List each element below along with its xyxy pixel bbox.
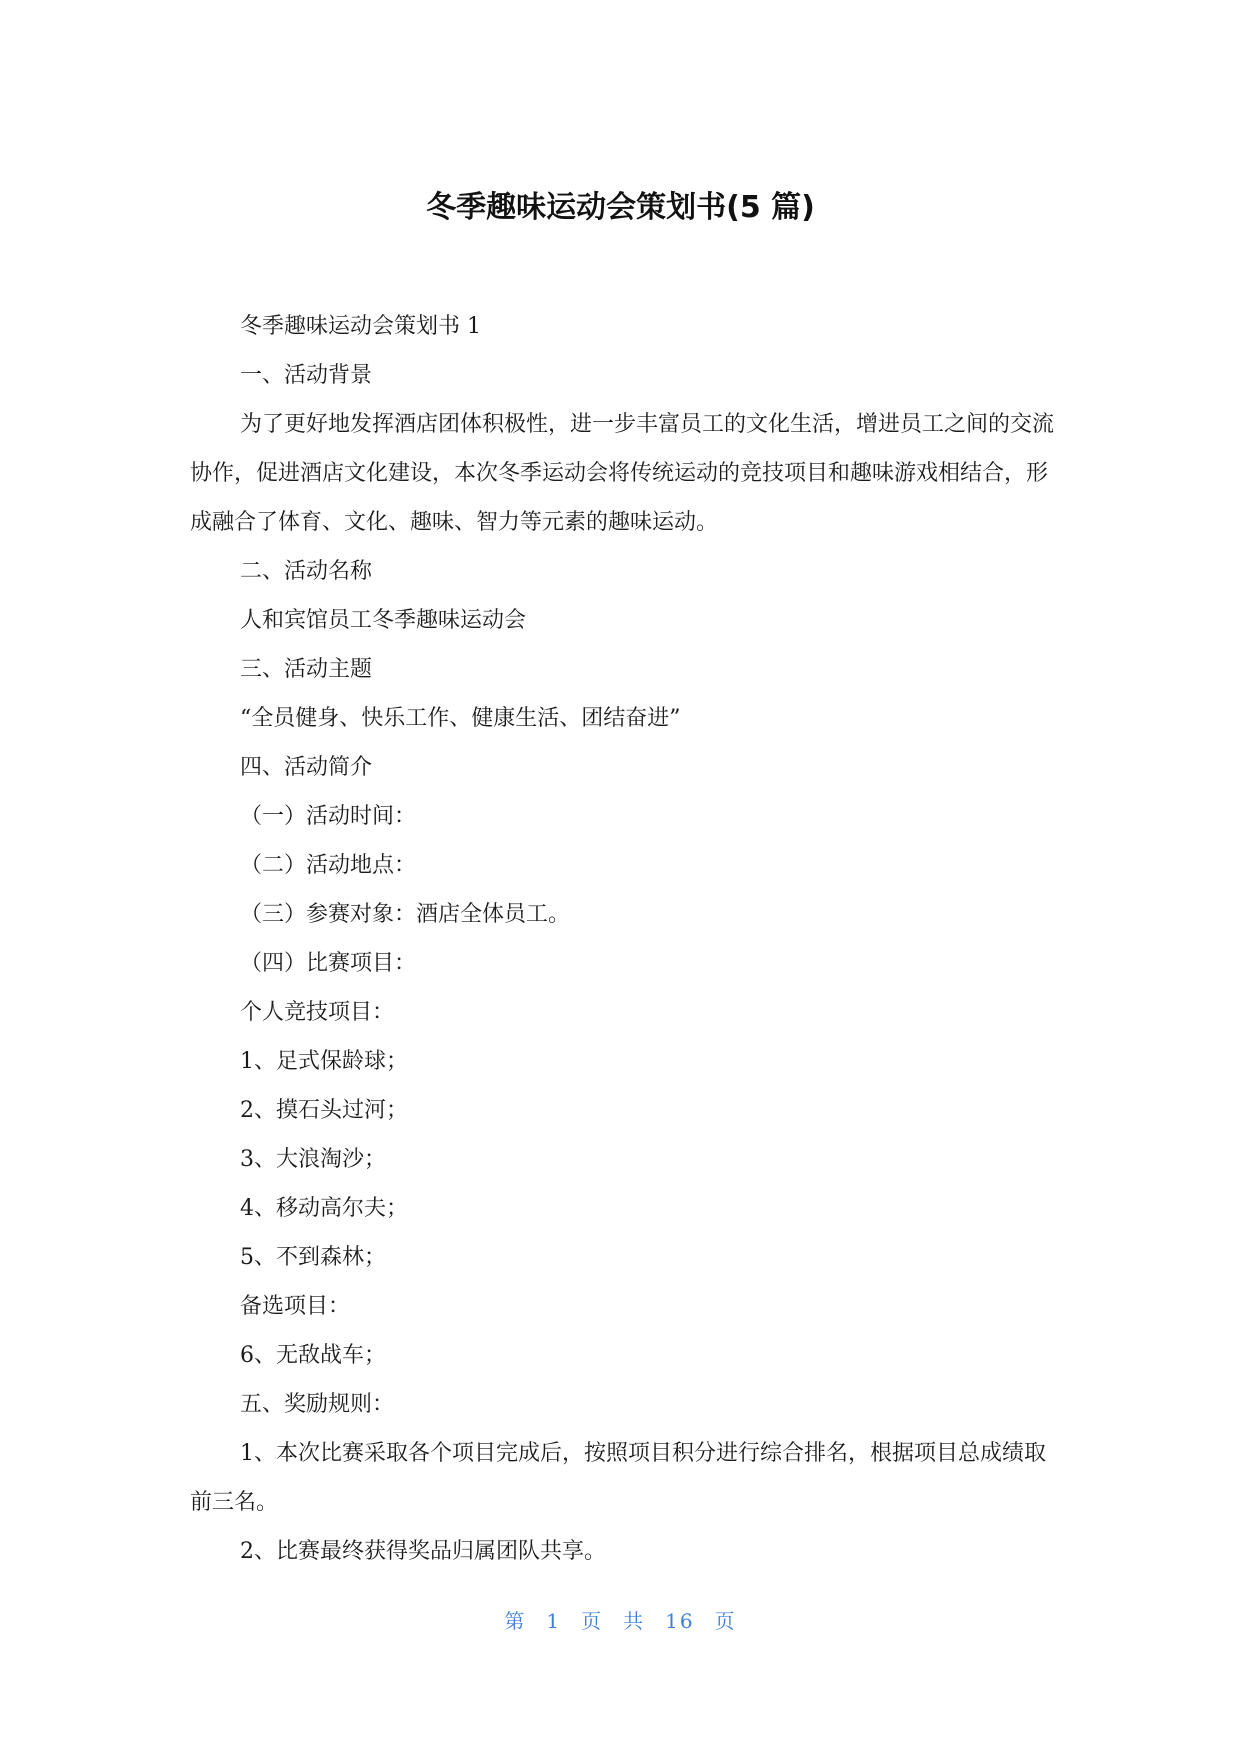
- paragraph: 四、活动简介: [240, 755, 373, 780]
- paragraph: 三、活动主题: [240, 657, 373, 682]
- paragraph: 二、活动名称: [240, 559, 373, 584]
- paragraph: 1、本次比赛采取各个项目完成后，按照项目积分进行综合排名，根据项目总成绩取前三名。: [190, 1441, 1046, 1515]
- paragraph: （一）活动时间：: [240, 804, 417, 829]
- paragraph: 3、大浪淘沙；: [240, 1147, 386, 1172]
- page-title: 冬季趣味运动会策划书(5 篇): [426, 190, 815, 225]
- paragraph: “全员健身、快乐工作、健康生活、团结奋进”: [240, 706, 681, 731]
- paragraph: 4、移动高尔夫；: [240, 1196, 408, 1221]
- paragraph: 五、奖励规则：: [240, 1392, 395, 1417]
- paragraph: （三）参赛对象：酒店全体员工。: [240, 902, 571, 927]
- paragraph: 个人竞技项目：: [240, 1000, 395, 1025]
- paragraph: （二）活动地点：: [240, 853, 417, 878]
- document-body: [190, 302, 1055, 1576]
- paragraph: 备选项目：: [240, 1294, 351, 1319]
- paragraph: 为了更好地发挥酒店团体积极性，进一步丰富员工的文化生活，增进员工之间的交流协作，促进酒店文化建设，本次冬季运动会将传统运动的竞技项目和趣味游戏相结合，形成融合了体育、文化、趣味、智力等元素的趣味运动。: [190, 412, 1055, 535]
- paragraph: 一、活动背景: [240, 363, 373, 388]
- paragraph: 1、足式保龄球；: [240, 1049, 408, 1074]
- page-label: 页: [714, 1609, 737, 1633]
- paragraph: （四）比赛项目：: [240, 951, 417, 976]
- paragraph: 5、不到森林；: [240, 1245, 386, 1270]
- page-footer: [0, 1607, 1241, 1635]
- total-label: 共: [623, 1609, 646, 1633]
- total-page-count: 16: [665, 1609, 695, 1633]
- page-label: 第: [504, 1609, 527, 1633]
- paragraph: 冬季趣味运动会策划书 1: [240, 314, 481, 339]
- paragraph: 2、摸石头过河；: [240, 1098, 408, 1123]
- paragraph: 2、比赛最终获得奖品归属团队共享。: [240, 1539, 606, 1564]
- current-page-number: 1: [546, 1609, 562, 1633]
- page-label: 页: [581, 1609, 604, 1633]
- paragraph: 人和宾馆员工冬季趣味运动会: [240, 608, 527, 633]
- paragraph: 6、无敌战车；: [240, 1343, 386, 1368]
